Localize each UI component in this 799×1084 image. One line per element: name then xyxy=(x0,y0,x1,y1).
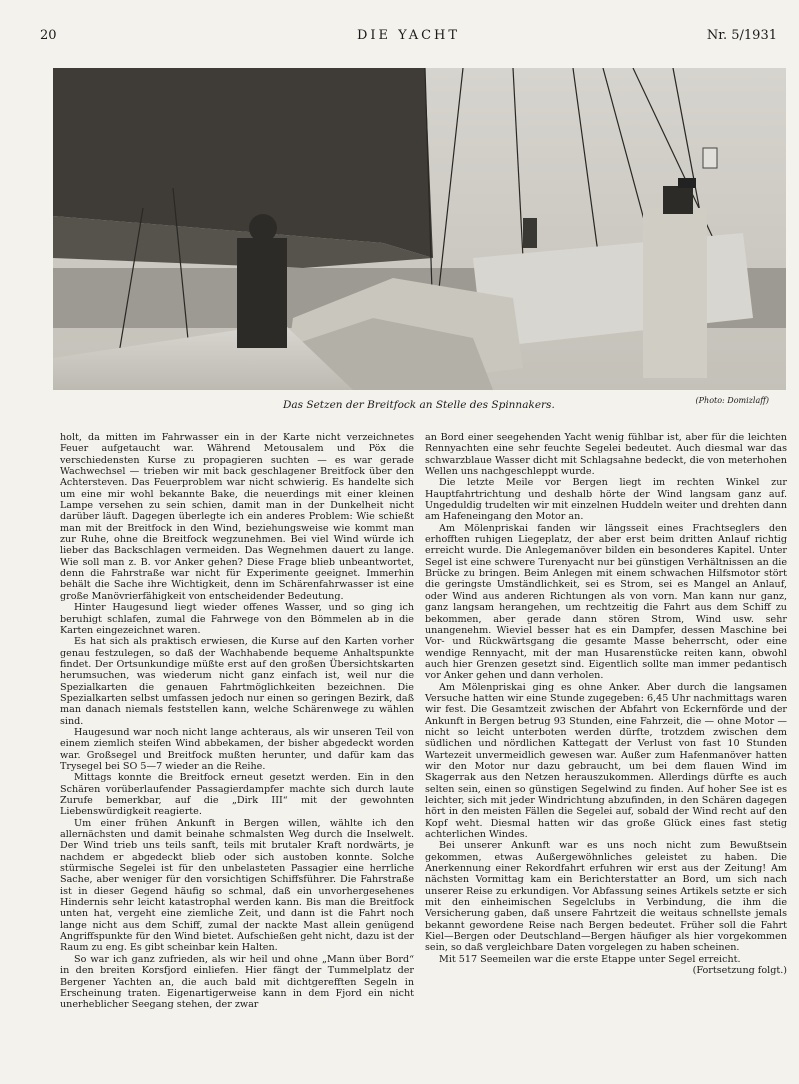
paragraph: Mit 517 Seemeilen war die erste Etappe unter Segel erreicht. xyxy=(439,953,741,965)
sailing-photo xyxy=(53,68,786,390)
paragraph: an Bord einer seegehenden Yacht wenig fühlbar ist, aber für die leichten Rennyachten eine sehr feuchte Segelei bedeutet. Auch diesmal war das schwarzblaue Wasser dicht mit Schlagsahne bedeckt, die von meterhohen Wellen uns nachgeschleppt wurde. xyxy=(425,432,787,478)
paragraph: Am Mölenpriskai fanden wir längsseit eines Frachtseglers den erhofften ruhigen Liegeplatz, der aber erst beim dritten Anlauf richtig erreicht wurde. Die Anlegemanöver bilden ein besonderes Kapitel. Unter Segel ist eine schwere Turenyacht nur bei günstigen Verhältnissen an die Brücke zu bringen. Beim Anlegen mit einem schwachen Hilfsmotor stört die geringste Umständlichkeit, sei es Strom, sei es Mangel an Anlauf, oder Wind aus anderen Richtungen als von vorn. Man kann nur ganz, ganz langsam herangehen, um rechtzeitig die Fahrt aus dem Schiff zu bekommen, aber gerade dann stören Strom, Wind usw. sehr unangenehm. Wieviel besser hat es ein Dampfer, dessen Maschine bei Vor- und Rückwärtsgang die gesamte Masse beherrscht, oder eine wendige Rennyacht, mit der man Husarenstücke reiten kann, obwohl auch hier Grenzen gesetzt sind. Eigentlich sollte man immer pedantisch vor Anker gehen und dann verholen. xyxy=(425,522,787,682)
paragraph: Bei unserer Ankunft war es uns noch nicht zum Bewußtsein gekommen, etwas Außergewöhnliches geleistet zu haben. Die Anerkennung einer Rekordfahrt erfuhren wir erst aus der Zeitung! Am nächsten Vormittag kam ein Berichterstatter an Bord, um sich nach unserer Reise zu erkundigen. Vor Abfassung seines Artikels setzte er sich mit den einheimischen Segelclubs in Verbindung, die ihm die Versicherung gaben, daß unsere Fahrtzeit die weitaus schnellste jemals bekannt gewordene Reise nach Bergen bedeutet. Früher soll die Fahrt Kiel—Bergen oder Deutschland—Bergen häufiger als hier vorgekommen sein, so daß vergleichbare Daten vorgelegen zu haben scheinen. xyxy=(425,840,787,954)
paragraph: Mittags konnte die Breitfock erneut gesetzt werden. Ein in den Schären vorüberlaufender Passagierdampfer machte sich durch laute Zurufe bemerkbar, auf die „Dirk III“ mit der gewohnten Liebenswürdigkeit reagierte. xyxy=(60,772,414,818)
paragraph: Um einer frühen Ankunft in Bergen willen, wählte ich den allernächsten und damit beinahe schmalsten Weg durch die Inselwelt. Der Wind trieb uns teils sanft, teils mit brutaler Kraft nordwärts, je nachdem er abgedeckt blieb oder sich austoben konnte. Solche stürmische Segelei ist für den unbelasteten Passagier eine herrliche Sache, aber weniger für den vorsichtigen Schiffsführer. Die Fahrstraße ist in dieser Gegend häufig so schmal, daß ein unvorhergesehenes Hindernis sehr leicht katastrophal werden kann. Bis man die Breitfock unten hat, vergeht eine ziemliche Zeit, und dann ist die Fahrt noch lange nicht aus dem Schiff, zumal der nackte Mast allein genügend Angriffspunkte für den Wind bietet. Aufschießen geht nicht, dazu ist der Raum zu eng. Es gibt scheinbar kein Halten. xyxy=(60,817,414,954)
issue-number: Nr. 5/1931 xyxy=(706,28,777,43)
paragraph: Hinter Haugesund liegt wieder offenes Wasser, und so ging ich beruhigt schlafen, zumal die Fahrwege von den Bömmelen ab in die Karten eingezeichnet waren. xyxy=(60,602,414,636)
photo-caption: Das Setzen der Breitfock an Stelle des Spinnakers. xyxy=(283,399,555,411)
photo-credit: (Photo: Domizlaff) xyxy=(695,396,769,405)
paragraph: Die letzte Meile vor Bergen liegt im rechten Winkel zur Hauptfahrtrichtung und deshalb hörte der Wind langsam ganz auf. Ungeduldig trudelten wir mit einzelnen Huddeln weiter und drehten dann am Hafeneingang den Motor an. xyxy=(425,477,787,523)
page-header xyxy=(40,28,777,48)
paragraph: Am Mölenpriskai ging es ohne Anker. Aber durch die langsamen Versuche hatten wir eine Stunde zugegeben: 6,45 Uhr nachmittags waren wir fest. Die Gesamtzeit zwischen der Abfahrt von Eckernförde und der Ankunft in Bergen betrug 93 Stunden, eine Fahrzeit, die — ohne Motor — nicht so leicht unterboten werden dürfte, trotzdem zwischen dem südlichen und nördlichen Kattegatt der Verlust von fast 10 Stunden Wartezeit unvermeidlich gewesen war. Außer zum Hafenmanöver hatten wir den Motor nur dazu gebraucht, um bei dem flauen Wind im Skagerrak aus den Netzen herauszukommen. Allerdings dürfte es auch selten sein, einen so günstigen Segelwind zu finden. Auf hoher See ist es leichter, sich mit jeder Windrichtung abzufinden, in den Schären dagegen hört in den meisten Fällen die Segelei auf, sobald der Wind recht auf den Kopf weht. Diesmal hatten wir das große Glück eines fast stetig achterlichen Windes. xyxy=(425,681,787,841)
article-column-right xyxy=(425,432,787,977)
article-column-left xyxy=(60,432,414,1011)
paragraph: holt, da mitten im Fahrwasser ein in der Karte nicht verzeichnetes Feuer aufgetaucht war. Während Metousalem und Pöx die verschiedensten Kurse zu propagieren suchten — es war gerade Wachwechsel — trieben wir mit back geschlagener Breitfock über den Achtersteven. Das Feuerproblem war nicht schwierig. Es handelte sich um eine mir wohl bekannte Bake, die neuerdings mit einer kleinen Lampe versehen zu sein schien, damit man in der Dunkelheit nicht darüber läuft. Dagegen überlegte ich ein anderes Problem: Wie schießt man mit der Breitfock in den Wind, beziehungsweise wie kommt man zur Ruhe, ohne die Breitfock wegzunehmen. Bei viel Wind würde ich lieber das Backschlagen vermeiden. Das Wegnehmen dauert zu lange. Wie soll man z. B. vor Anker gehen? Diese Frage blieb unbeantwortet, denn die Fahrstraße war nicht für Experimente geeignet. Immerhin behält die Sache ihre Wichtigkeit, denn im Schärenfahrwasser ist eine große Manövrierfähigkeit von entscheidender Bedeutung. xyxy=(60,432,414,602)
paragraph: Haugesund war noch nicht lange achteraus, als wir unseren Teil von einem ziemlich steifen Wind abbekamen, der bisher abgedeckt worden war. Großsegel und Breitfock mußten herunter, und dafür kam das Trysegel bei SO 5—7 wieder an die Reihe. xyxy=(60,726,414,772)
paragraph: So war ich ganz zufrieden, als wir heil und ohne „Mann über Bord“ in den breiten Korsfjord einliefen. Hier fängt der Tummelplatz der Bergener Yachten an, die auch bald mit dichtgerefften Segeln in Erscheinung traten. Eigenartigerweise kann in dem Fjord ein nicht unerheblicher Seegang stehen, der zwar xyxy=(60,953,414,1011)
continuation-note: (Fortsetzung folgt.) xyxy=(692,965,787,977)
magazine-title: DIE YACHT xyxy=(356,28,461,43)
page-number: 20 xyxy=(40,28,57,43)
paragraph: Es hat sich als praktisch erwiesen, die Kurse auf den Karten vorher genau festzulegen, so daß der Wachhabende bequeme Anhaltspunkte findet. Der Ortsunkundige müßte erst auf den großen Übersichtskarten herumsuchen, was wiederum nicht ganz einfach ist, weil nur die Spezialkarten die genauen Fahrtmöglichkeiten bezeichnen. Die Spezialkarten selbst umfassen jedoch nur einen so geringen Bezirk, daß man danach niemals feststellen kann, welche Schärenwege zu wählen sind. xyxy=(60,636,414,727)
